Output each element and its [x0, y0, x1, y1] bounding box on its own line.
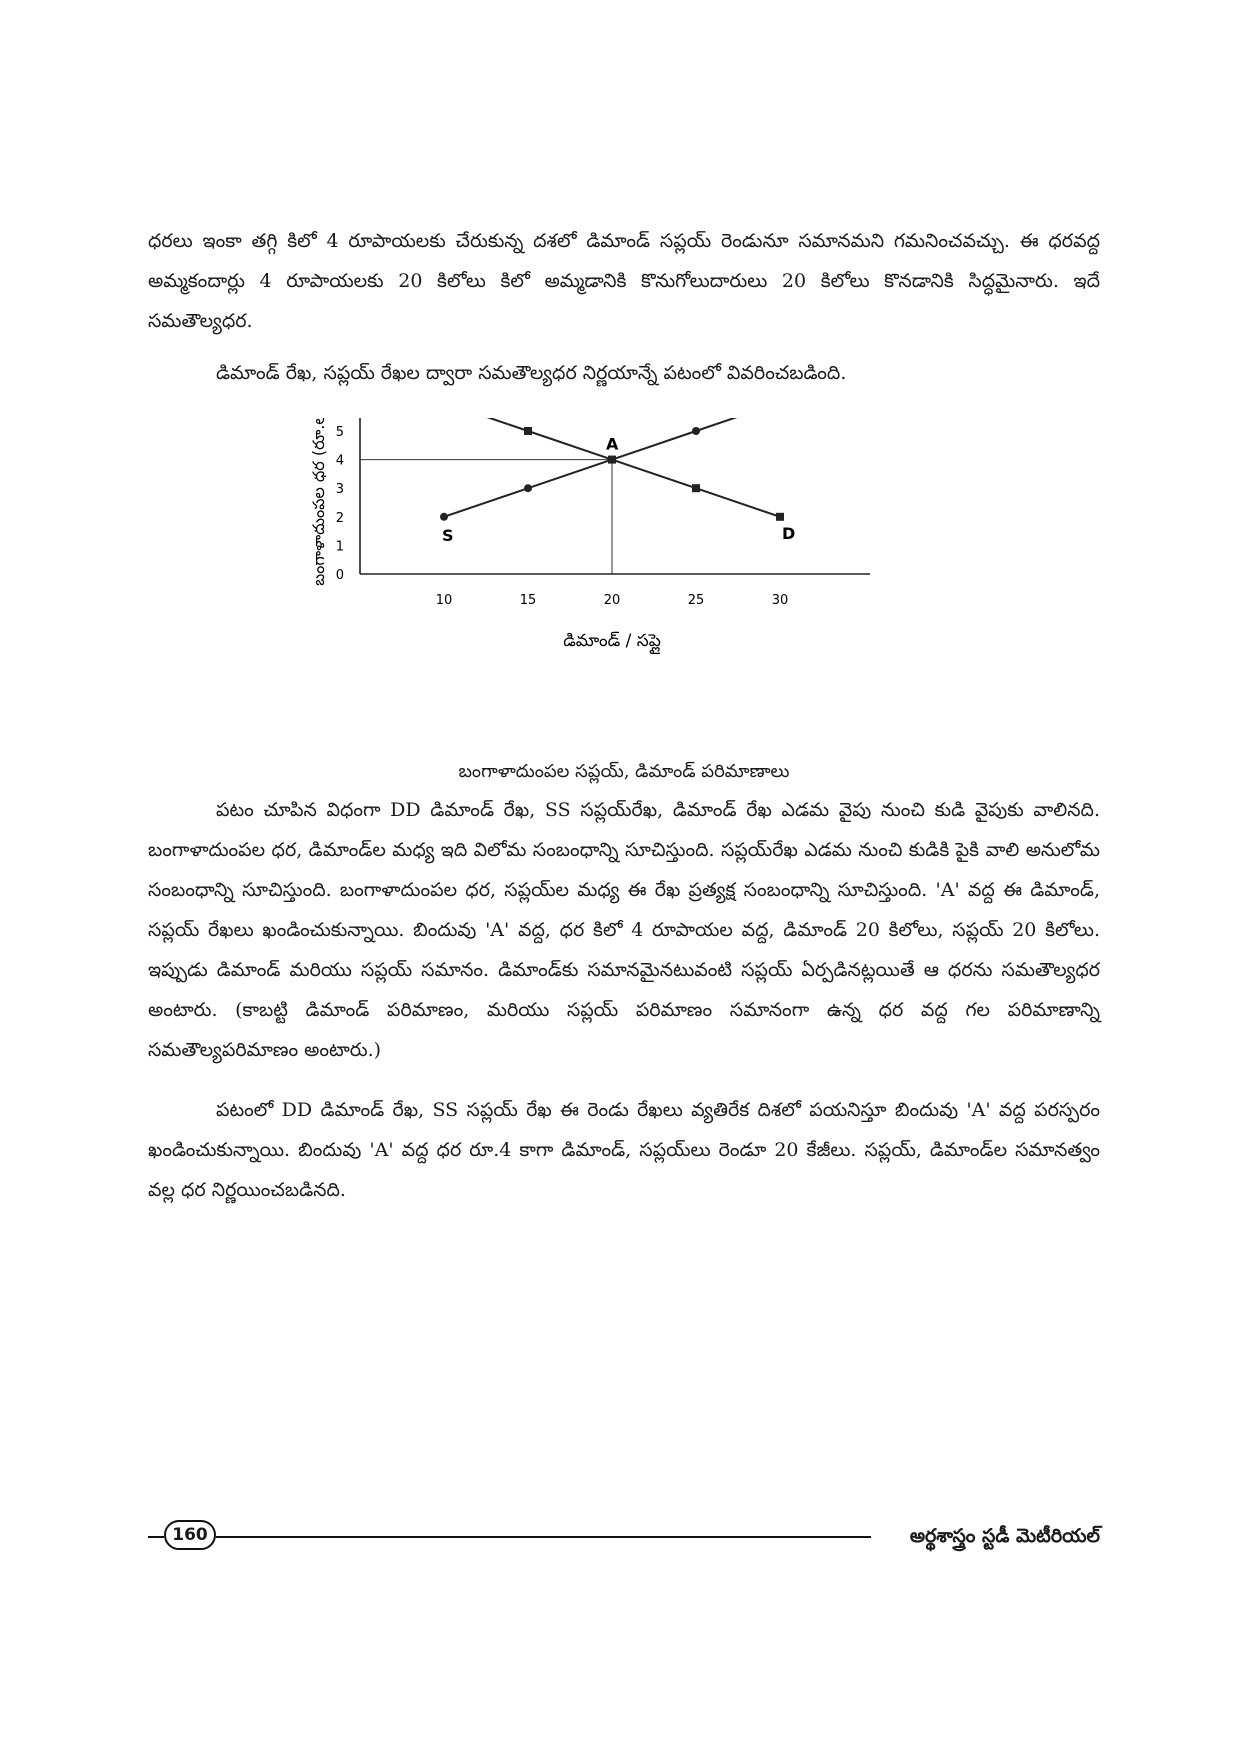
x-tick-label: 20	[603, 593, 621, 608]
figure-caption: బంగాళాదుంపల సప్లయ్, డిమాండ్ పరిమాణాలు	[458, 761, 790, 782]
x-axis-title: డిమాండ్ / సప్లై	[563, 631, 661, 651]
y-axis-title: బంగాళాదుంపల ధర (రూ.లలో)	[310, 418, 328, 586]
y-tick-label: 0	[335, 568, 344, 583]
series-D-point	[692, 484, 700, 492]
paragraph-2: డిమాండ్ రేఖ, సప్లయ్ రేఖల ద్వారా సమతౌల్యధర నిర్ణయాన్నే పటంలో వివరించబడింది.	[216, 362, 847, 384]
series-D-point	[776, 513, 784, 521]
x-tick-label: 30	[771, 593, 789, 608]
supply-demand-figure	[310, 418, 870, 750]
y-tick-label: 4	[335, 453, 344, 469]
series-D-end-label: D	[782, 523, 796, 543]
series-S-end-label	[782, 418, 794, 420]
series-S-point	[608, 456, 616, 464]
page-footer	[0, 1518, 1241, 1558]
x-tick-label: 10	[435, 593, 453, 608]
series-S-point	[524, 484, 532, 492]
series-D-point	[524, 427, 532, 435]
x-tick-label: 25	[687, 593, 705, 608]
footer-rule-left	[148, 1536, 164, 1538]
footer-rule	[216, 1536, 871, 1538]
equilibrium-point-label: A	[606, 434, 619, 454]
series-S-point	[692, 427, 700, 435]
y-tick-label: 1	[335, 539, 344, 555]
series-S-start-label: S	[442, 525, 454, 545]
y-tick-label: 2	[335, 510, 344, 526]
paragraph-3: పటం చూపిన విధంగా DD డిమాండ్ రేఖ, SS సప్లయ్‌రేఖ, డిమాండ్ రేఖ ఎడమ వైపు నుంచి కుడి వైపుకు వాలినది. బంగాళాదుంపల ధర, డిమాండ్‌ల మధ్య ఇది విలోమ సంబంధాన్ని సూచిస్తుంది. సప్లయ్‌రేఖ ఎడమ నుంచి కుడికి పైకి వాలి అనులోమ సంబంధాన్ని సూచిస్తుంది. బంగాళాదుంపల ధర, సప్లయ్‌ల మధ్య ఈ రేఖ ప్రత్యక్ష సంబంధాన్ని సూచిస్తుంది. 'A' వద్ద ఈ డిమాండ్, సప్లయ్ రేఖలు ఖండించుకున్నాయి. బిందువు 'A' వద్ద, ధర కిలో 4 రూపాయల వద్ద, డిమాండ్ 20 కిలోలు, సప్లయ్ 20 కిలోలు. ఇప్పుడు డిమాండ్ మరియు సప్లయ్ సమానం. డిమాండ్‌కు సమానమైనటువంటి సప్లయ్ ఏర్పడినట్లయితే ఆ ధరను సమతౌల్యధర అంటారు. (కాబట్టి డిమాండ్ పరిమాణం, మరియు సప్లయ్ పరిమాణం సమానంగా ఉన్న ధర వద్ద గల పరిమాణాన్ని సమతౌల్యపరిమాణం అంటారు.)	[148, 799, 1100, 1061]
page-number: 160	[164, 1520, 216, 1550]
paragraph-1: ధరలు ఇంకా తగ్గి కిలో 4 రూపాయలకు చేరుకున్న దశలో డిమాండ్ సప్లయ్ రెండునూ సమానమని గమనించవచ్చు. ఈ ధరవద్ద అమ్మకందార్లు 4 రూపాయలకు 20 కిలోలు కిలో అమ్మడానికి కొనుగోలుదారులు 20 కిలోలు కొనడానికి సిద్ధమైనారు. ఇదే సమతౌల్యధర.	[148, 230, 1100, 332]
paragraph-4: పటంలో DD డిమాండ్ రేఖ, SS సప్లయ్ రేఖ ఈ రెండు రేఖలు వ్యతిరేక దిశలో పయనిస్తూ బిందువు 'A' వద్ద పరస్పరం ఖండించుకున్నాయి. బిందువు 'A' వద్ద ధర రూ.4 కాగా డిమాండ్, సప్లయ్‌లు రెండూ 20 కేజీలు. సప్లయ్, డిమాండ్‌ల సమానత్వం వల్ల ధర నిర్ణయించబడినది.	[148, 1099, 1100, 1201]
footer-book-title: అర్థశాస్త్రం స్టడీ మెటీరియల్	[909, 1525, 1100, 1547]
supply-demand-chart	[310, 418, 870, 750]
x-tick-label: 15	[519, 593, 537, 608]
y-tick-label: 5	[335, 425, 344, 440]
y-tick-label: 3	[335, 482, 344, 498]
series-S-point	[440, 513, 448, 521]
